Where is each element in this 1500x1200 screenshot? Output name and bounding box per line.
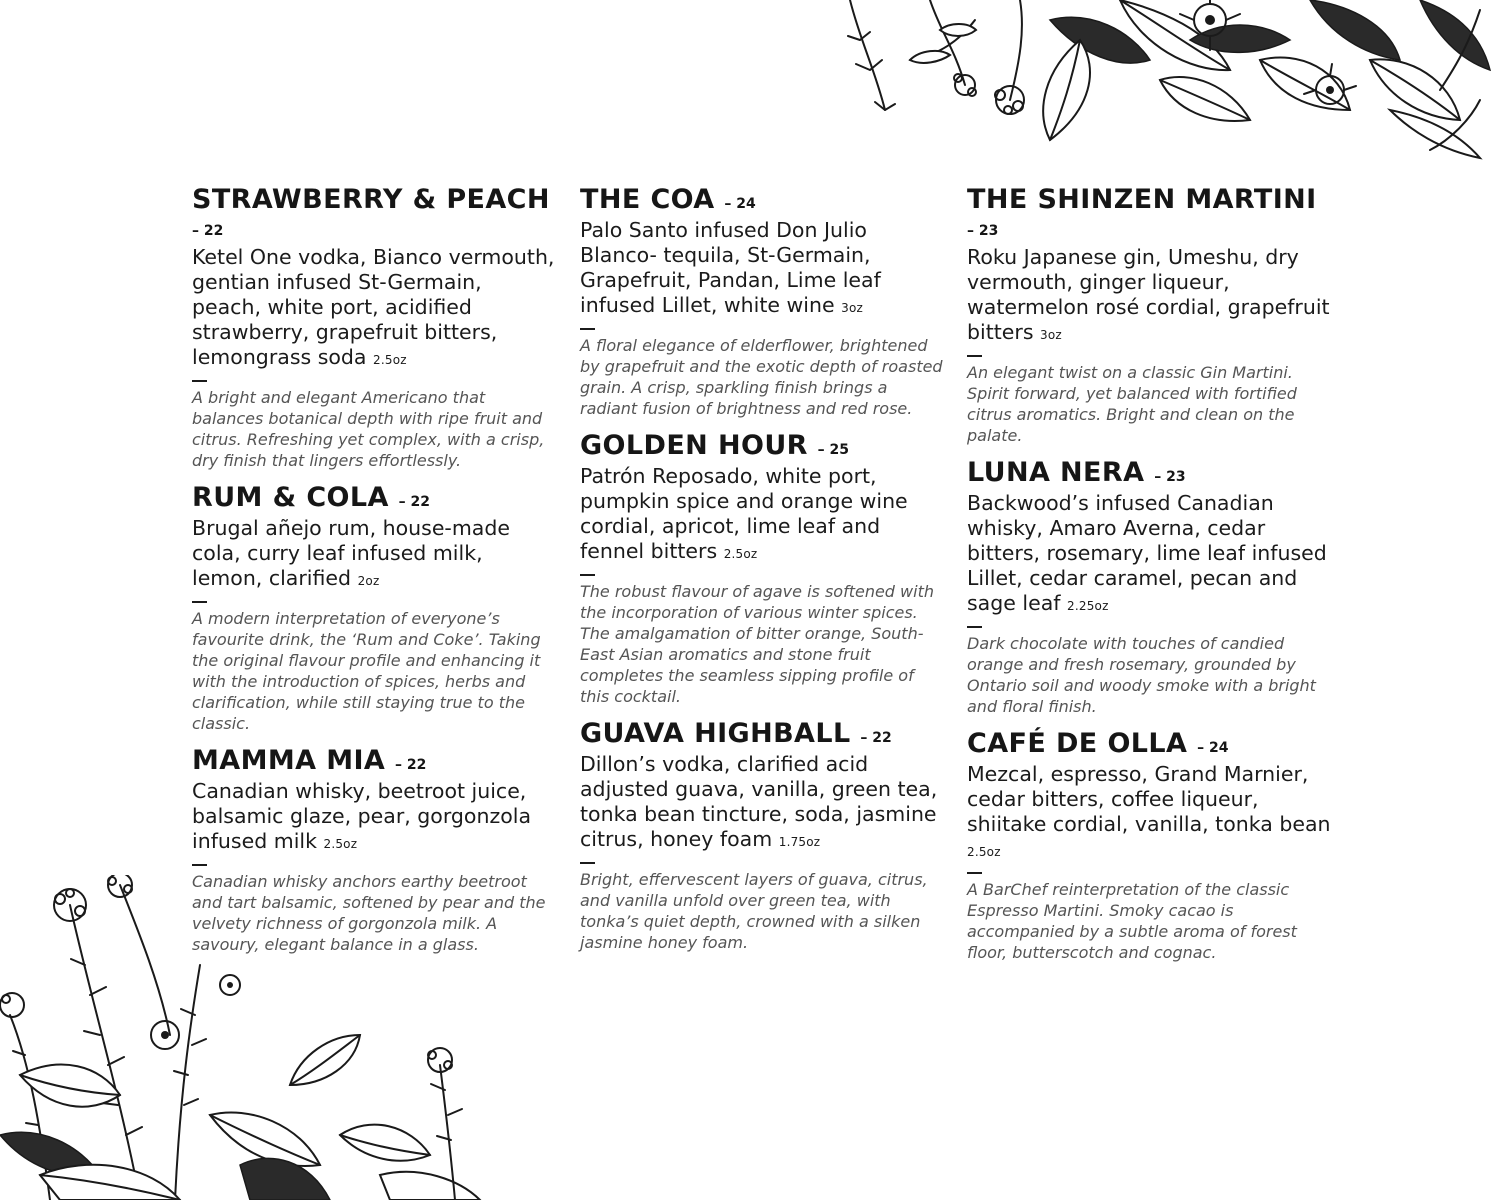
cocktail-price-value: 22: [410, 494, 430, 510]
cocktail-item: [580, 720, 945, 953]
cocktail-ingredients: [967, 245, 1332, 348]
cocktail-name: [580, 432, 945, 464]
cocktail-volume: 2.25oz: [1067, 599, 1109, 613]
cocktail-volume: 2.5oz: [967, 845, 1001, 859]
cocktail-ingredients-text: Palo Santo infused Don Julio Blanco- tequila, St-Germain, Grapefruit, Pandan, Lime leaf infused Lillet, white wine: [580, 218, 881, 317]
menu-column-left: [192, 186, 557, 968]
cocktail-price: – 22: [860, 730, 892, 746]
herb-sprigs-top: [848, 0, 1024, 114]
divider-dash: [580, 574, 595, 576]
cocktail-item: [192, 186, 557, 471]
divider-dash: [580, 328, 595, 330]
cocktail-ingredients-text: Backwood’s infused Canadian whisky, Amaro Averna, cedar bitters, rosemary, lime leaf infused Lillet, cedar caramel, pecan and sage leaf: [967, 491, 1327, 615]
cocktail-name: [192, 484, 557, 516]
cocktail-ingredients-text: Mezcal, espresso, Grand Marnier, cedar bitters, coffee liqueur, shiitake cordial, vanilla, tonka bean: [967, 762, 1331, 836]
cocktail-name-text: THE COA: [580, 184, 715, 215]
cocktail-name: [192, 186, 557, 245]
cocktail-ingredients-text: Patrón Reposado, white port, pumpkin spice and orange wine cordial, apricot, lime leaf and fennel bitters: [580, 464, 908, 563]
cocktail-price: – 22: [192, 223, 224, 239]
cocktail-item: [580, 432, 945, 707]
cocktail-price-value: 23: [1166, 469, 1186, 485]
botanical-illustration-top: [790, 0, 1500, 165]
cocktail-name-text: GOLDEN HOUR: [580, 430, 808, 461]
cocktail-ingredients: [580, 218, 945, 321]
divider-dash: [967, 872, 982, 874]
cocktail-ingredients-text: Canadian whisky, beetroot juice, balsamic glaze, pear, gorgonzola infused milk: [192, 779, 532, 853]
cocktail-item: [967, 186, 1332, 446]
cocktail-price: – 24: [724, 196, 756, 212]
cocktail-price-value: 25: [829, 442, 850, 458]
cocktail-ingredients: [967, 762, 1332, 865]
cocktail-price-value: 22: [406, 757, 427, 773]
cocktail-ingredients-text: Brugal añejo rum, house-made cola, curry leaf infused milk, lemon, clarified: [192, 516, 510, 590]
cocktail-volume: 2.5oz: [323, 837, 358, 851]
cocktail-ingredients: [192, 779, 557, 857]
cocktail-name-text: CAFÉ DE OLLA: [967, 728, 1188, 759]
cocktail-volume: 2.5oz: [373, 353, 407, 367]
cocktail-description: The robust flavour of agave is softened with the incorporation of various winter spices. The amalgamation of bitter orange, South-East Asian aromatics and stone fruit completes the seamless sipping profile of this cocktail.: [580, 582, 934, 706]
divider-dash: [192, 601, 207, 603]
cocktail-ingredients: [192, 516, 557, 594]
cocktail-name: [580, 720, 945, 752]
cocktail-price: – 23: [1154, 469, 1186, 485]
cocktail-item: [192, 747, 557, 955]
cocktail-price-value: 22: [872, 730, 892, 746]
cocktail-item: [192, 484, 557, 734]
cocktail-ingredients-text: Dillon’s vodka, clarified acid adjusted guava, vanilla, green tea, tonka bean tincture, soda, jasmine citrus, honey foam: [580, 752, 938, 851]
cocktail-description: An elegant twist on a classic Gin Martini. Spirit forward, yet balanced with fortified citrus aromatics. Bright and clean on the palate.: [967, 363, 1297, 445]
cocktail-ingredients: [967, 491, 1332, 619]
cocktail-ingredients-text: Roku Japanese gin, Umeshu, dry vermouth, ginger liqueur, watermelon rosé cordial, grapefruit bitters: [967, 245, 1330, 344]
menu-column-right: [967, 186, 1332, 976]
cocktail-name: [580, 186, 945, 218]
cocktail-item: [967, 730, 1332, 963]
cocktail-ingredients: [580, 752, 945, 855]
cocktail-volume: 1.75oz: [778, 835, 821, 849]
cocktail-description: A BarChef reinterpretation of the classic Espresso Martini. Smoky cacao is accompanied by a subtle aroma of forest floor, butterscotch and cognac.: [967, 880, 1297, 962]
leaves-bottom: [0, 1035, 480, 1200]
cocktail-description: A bright and elegant Americano that balances botanical depth with ripe fruit and citrus. Refreshing yet complex, with a crisp, dry finish that lingers effortlessly.: [192, 388, 545, 470]
cocktail-price: – 22: [398, 494, 430, 510]
cocktail-price-value: 23: [978, 223, 999, 239]
cocktail-volume: 2.5oz: [723, 547, 758, 561]
cocktail-price: – 24: [1197, 740, 1229, 756]
cocktail-ingredients: [192, 245, 557, 373]
cocktail-name: [192, 747, 557, 779]
cocktail-description: Canadian whisky anchors earthy beetroot and tart balsamic, softened by pear and the velvety richness of gorgonzola milk. A savoury, elegant balance in a glass.: [192, 872, 546, 954]
cocktail-item: [580, 186, 945, 419]
cocktail-ingredients: [580, 464, 945, 567]
cocktail-ingredients-text: Ketel One vodka, Bianco vermouth, gentian infused St-Germain, peach, white port, acidified strawberry, grapefruit bitters, lemongrass soda: [192, 245, 555, 369]
cocktail-name-text: GUAVA HIGHBALL: [580, 718, 851, 749]
cocktail-price: – 22: [395, 757, 427, 773]
cocktail-name: [967, 186, 1332, 245]
cocktail-name-text: STRAWBERRY & PEACH: [192, 184, 550, 215]
cocktail-description: A modern interpretation of everyone’s favourite drink, the ‘Rum and Coke’. Taking the original flavour profile and enhancing it with the introduction of spices, herbs and clarification, while still staying true to the classic.: [192, 609, 541, 733]
cocktail-price: – 25: [817, 442, 850, 458]
cocktail-description: Bright, effervescent layers of guava, citrus, and vanilla unfold over green tea, with tonka’s quiet depth, crowned with a silken jasmine honey foam.: [580, 870, 928, 952]
cocktail-name-text: MAMMA MIA: [192, 745, 386, 776]
cocktail-item: [967, 459, 1332, 717]
divider-dash: [192, 380, 207, 382]
cocktail-name-text: RUM & COLA: [192, 482, 389, 513]
divider-dash: [580, 862, 595, 864]
cocktail-volume: 2oz: [357, 574, 380, 588]
cocktail-name-text: LUNA NERA: [967, 457, 1145, 488]
cocktail-price-value: 22: [203, 223, 224, 239]
divider-dash: [967, 626, 982, 628]
cocktail-price-value: 24: [1209, 740, 1229, 756]
cocktail-name-text: THE SHINZEN MARTINI: [967, 184, 1317, 215]
cocktail-volume: 3oz: [841, 301, 864, 315]
divider-dash: [192, 864, 207, 866]
cocktail-description: A floral elegance of elderflower, brightened by grapefruit and the exotic depth of roasted grain. A crisp, sparkling finish brings a radiant fusion of brightness and red rose.: [580, 336, 943, 418]
cocktail-price-value: 24: [736, 196, 756, 212]
divider-dash: [967, 355, 982, 357]
cocktail-name: [967, 459, 1332, 491]
cocktail-name: [967, 730, 1332, 762]
cocktail-volume: 3oz: [1040, 328, 1062, 342]
cocktail-price: – 23: [967, 223, 999, 239]
large-leaves-top: [1043, 0, 1490, 158]
menu-column-middle: [580, 186, 945, 966]
cocktail-description: Dark chocolate with touches of candied orange and fresh rosemary, grounded by Ontario soil and woody smoke with a bright and floral finish.: [967, 634, 1316, 716]
